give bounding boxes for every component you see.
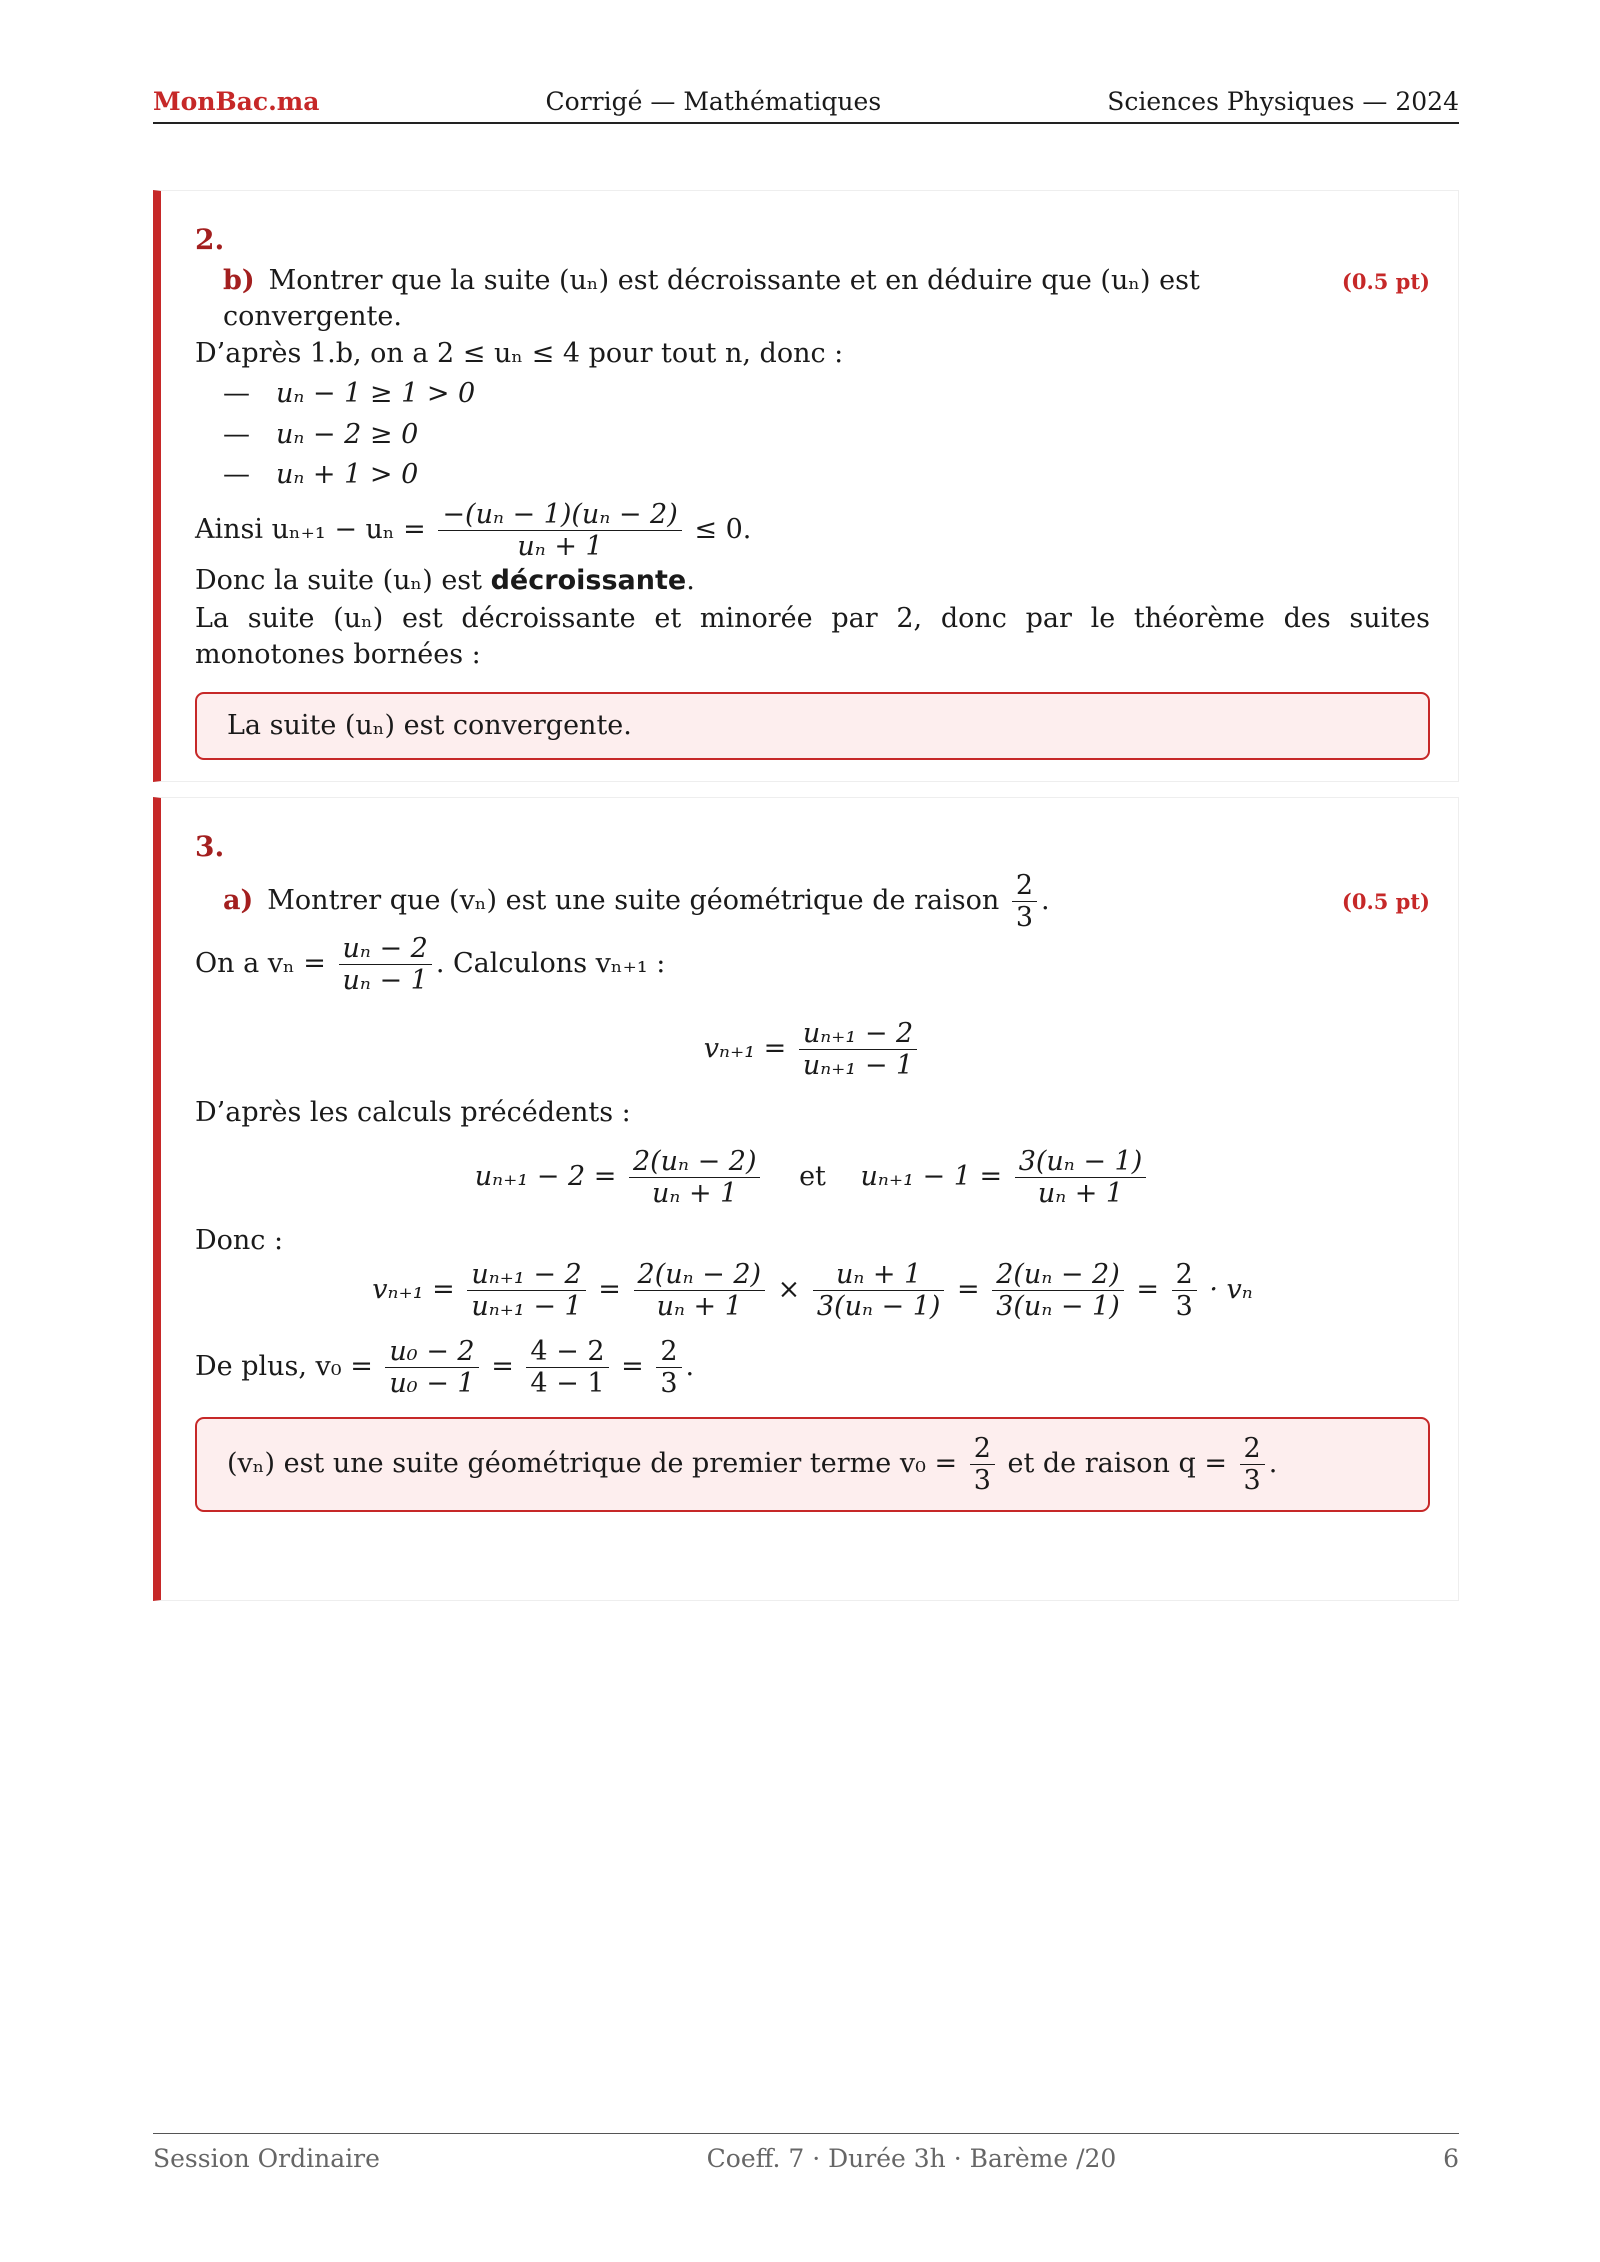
ratio-chain-formula: vₙ₊₁ = $\frac{\text{uₙ₊₁ − 2}}{\text{uₙ₊₁ − 1}}$ = $\frac{\text{2(uₙ − 2)}}{\text{uₙ + 1}}$ × $\frac{\text{uₙ + 1}}{\text{3(uₙ − 1)}}$ = $\frac{\text{2(uₙ − 2)}}{\text{3(uₙ − 1)}}$ = $\frac{2}{3}$ · vₙ (372, 1259, 1253, 1323)
subquestion-letter: a) (223, 884, 254, 916)
previous-calc-formulas: uₙ₊₁ − 2 = $\frac{\text{2(uₙ − 2)}}{\text{uₙ + 1}}$ et uₙ₊₁ − 1 = $\frac{\text{3(uₙ − 1)}}{\text{uₙ + 1}}$ (195, 1146, 1430, 1209)
question-number: 3. (195, 830, 225, 863)
question-number: 2. (195, 223, 225, 256)
subquestion-heading (223, 263, 1430, 336)
list-item: — uₙ + 1 > 0 (223, 458, 419, 490)
question-2-card (153, 190, 1459, 782)
v0-formula: De plus, v₀ = $\frac{\text{u₀ − 2}}{\text{u₀ − 1}}$ = $\frac{4 - 2}{4 - 1}$ = $\frac{2}{3}$ . (195, 1336, 695, 1400)
brand-logo-text[interactable]: MonBac.ma (153, 87, 320, 116)
header-subject: Corrigé — Mathématiques (545, 87, 882, 116)
theorem-text: La suite (uₙ) est décroissante et minorée par 2, donc par le théorème des suites monotones bornées : (195, 602, 1430, 671)
definition-vn: On a vₙ = $\frac{\text{uₙ − 2}}{\text{uₙ − 1}}$ . Calculons vₙ₊₁ : (195, 932, 666, 996)
page-footer (153, 2133, 1459, 2173)
conclusion-box: La suite (uₙ) est convergente. (195, 692, 1430, 760)
footer-exam-info: Coeff. 7 · Durée 3h · Barème /20 (706, 2144, 1117, 2173)
page-header (153, 88, 1459, 124)
intro-text: D’après 1.b, on a 2 ≤ uₙ ≤ 4 pour tout n, donc : (195, 337, 844, 369)
difference-formula: Ainsi uₙ₊₁ − uₙ = $\frac{\text{−(uₙ − 1)(uₙ − 2)}}{\text{uₙ + 1}}$ ≤ 0. (195, 499, 752, 563)
points-badge: (0.5 pt) (1341, 888, 1430, 914)
donc-text: Donc : (195, 1224, 284, 1256)
vn1-formula: vₙ₊₁ = $\frac{\text{uₙ₊₁ − 2}}{\text{uₙ₊₁ − 1}}$ (195, 1018, 1430, 1081)
header-series-year: Sciences Physiques — 2024 (1107, 87, 1459, 116)
list-item: — uₙ − 1 ≥ 1 > 0 (223, 378, 476, 410)
conclusion-box: (vₙ) est une suite géométrique de premier terme v₀ = $\frac{2}{3}$ et de raison q = $\frac{2}{3}$ . (195, 1417, 1430, 1512)
subquestion-letter: b) (223, 264, 255, 296)
page-number: 6 (1443, 2144, 1459, 2173)
question-3-card (153, 797, 1459, 1601)
footer-session: Session Ordinaire (153, 2144, 380, 2173)
previous-calc-text: D’après les calculs précédents : (195, 1097, 631, 1129)
subquestion-text: Montrer que (vₙ) est une suite géométrique de raison (267, 884, 1000, 916)
decreasing-statement: Donc la suite (uₙ) est décroissante. (195, 564, 695, 596)
subquestion-text: Montrer que la suite (uₙ) est décroissante et en déduire que (uₙ) est convergente. (223, 264, 1200, 333)
list-item: — uₙ − 2 ≥ 0 (223, 418, 419, 450)
points-badge: (0.5 pt) (1341, 268, 1430, 294)
subquestion-heading: a) Montrer que (vₙ) est une suite géométrique de raison $\frac{2}{3}$ . (0.5 pt) (223, 869, 1430, 933)
